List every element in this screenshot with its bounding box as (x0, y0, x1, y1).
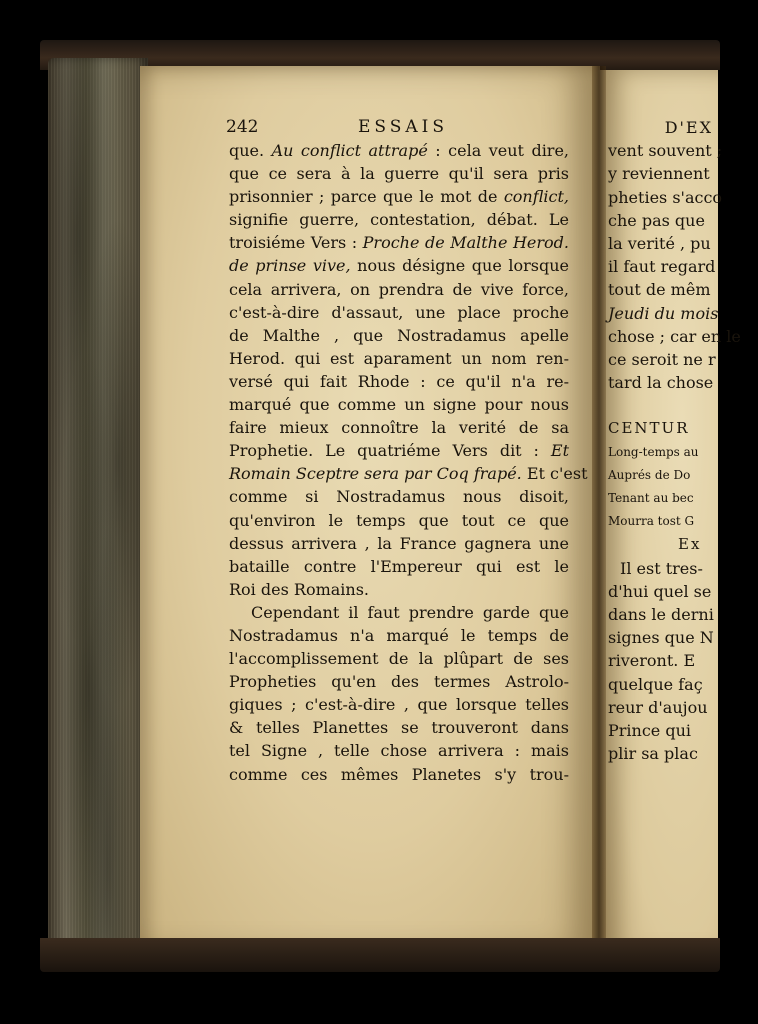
text-segment: & telles Planettes se trouveront dans (229, 718, 569, 738)
text-line: signes que N (608, 628, 714, 648)
text-line: Il est tres- (620, 558, 703, 578)
text-line: Long-temps au (608, 444, 699, 459)
text-line (229, 485, 569, 508)
text-line (229, 162, 569, 185)
text-segment: Propheties qu'en des termes Astrolo- (229, 672, 569, 692)
text-line (229, 278, 569, 301)
text-line (229, 601, 569, 624)
text-segment: c'est-à-dire d'assaut, une place proche (229, 302, 569, 322)
text-line (608, 394, 758, 417)
text-line: Auprés de Do (608, 467, 691, 482)
text-line: ce seroit ne r (608, 349, 716, 369)
text-segment: giques ; c'est-à-dire , que lorsque telles (229, 695, 569, 715)
text-segment: comme si Nostradamus nous disoit, (229, 487, 569, 507)
text-line (229, 578, 569, 601)
text-line (229, 301, 569, 324)
text-line: quelque faç (608, 674, 703, 694)
right-running-head: D'EX (664, 118, 713, 137)
italic-phrase: Au conflict attrapé (271, 141, 428, 160)
text-segment: marqué que comme un signe pour nous (229, 395, 569, 415)
text-line (229, 370, 569, 393)
text-line: che pas que (608, 210, 705, 230)
text-line: Tenant au bec (608, 491, 694, 505)
text-segment: dessus arrivera , la France gagnera une (229, 533, 569, 553)
text-line: vent souvent ; (608, 141, 723, 161)
text-line (229, 324, 569, 347)
text-line (229, 254, 569, 277)
text-line: reur d'aujou (608, 697, 708, 717)
text-line (229, 647, 569, 670)
text-line (229, 509, 569, 532)
text-line (229, 185, 569, 208)
book-gutter (592, 66, 606, 956)
text-segment: Prophetie. Le quatriéme Vers dit : (229, 441, 551, 461)
right-page-body (608, 116, 758, 765)
text-segment: Nostradamus n'a marqué le temps de (229, 625, 569, 645)
page-block-edge (48, 58, 148, 958)
text-segment: troisiéme Vers : (229, 233, 363, 253)
text-segment: Herod. qui est aparament un nom ren- (229, 348, 569, 368)
italic-phrase: Romain Sceptre sera par Coq frapé. (229, 464, 522, 484)
text-line: il faut regard (608, 257, 716, 277)
text-segment: comme ces mêmes Planetes s'y trou- (229, 764, 569, 784)
text-segment: versé qui fait Rhode : ce qu'il n'a re- (229, 371, 569, 391)
text-segment: faire mieux connoître la verité de sa (229, 418, 569, 438)
left-page-header (226, 117, 571, 139)
text-line (229, 716, 569, 739)
italic-phrase: Proche de Malthe Herod. (362, 233, 570, 253)
text-line (229, 208, 569, 231)
text-line (229, 462, 588, 485)
text-segment: tel Signe , telle chose arrivera : mais (229, 741, 569, 761)
text-segment: l'accomplissement de la plûpart de ses (229, 649, 569, 669)
text-line: pheties s'acco (608, 187, 723, 207)
text-segment: Cependant il faut prendre garde que (251, 602, 569, 622)
text-line (229, 693, 569, 716)
text-line: y reviennent (608, 164, 710, 184)
text-segment: qu'environ le temps que tout ce que (229, 510, 569, 530)
text-line (229, 739, 569, 762)
text-line: tard la chose (608, 373, 714, 393)
text-segment: signifie guerre, contestation, débat. Le (229, 210, 569, 230)
italic-phrase: de prinse vive, (229, 256, 351, 276)
text-segment: nous désigne que lorsque (350, 256, 570, 276)
text-segment: de Malthe , que Nostradamus apelle (229, 325, 569, 345)
text-line: chose ; car en le (608, 326, 741, 346)
text-line: Ex (678, 535, 702, 554)
text-segment: Et c'est (521, 464, 588, 484)
text-line: plir sa plac (608, 744, 698, 764)
text-line: tout de mêm (608, 280, 711, 300)
book-cover-bottom (40, 938, 720, 972)
text-segment: que ce sera à la guerre qu'il sera pris (229, 164, 569, 184)
text-line: Mourra tost G (608, 514, 695, 529)
text-line (229, 393, 569, 416)
italic-phrase: conflict, (503, 187, 569, 207)
text-segment: cela arrivera, on prendra de vive force, (229, 279, 569, 299)
text-line (229, 624, 569, 647)
text-line: CENTUR (608, 419, 690, 438)
text-line (229, 231, 569, 254)
text-line: dans le derni (608, 604, 714, 624)
text-line (229, 416, 569, 439)
text-line: riveront. E (608, 651, 696, 671)
text-line (229, 555, 569, 578)
text-line (229, 763, 569, 786)
page-number: 242 (226, 117, 259, 137)
text-line: Prince qui (608, 720, 692, 740)
text-segment: Roi des Romains. (229, 579, 369, 599)
text-line (229, 139, 569, 162)
running-head: ESSAIS (358, 117, 449, 137)
text-segment: prisonnier ; parce que le mot de (229, 187, 504, 207)
text-line: Jeudi du mois (608, 303, 719, 323)
text-segment: que. (229, 141, 272, 160)
italic-phrase: Et (550, 441, 569, 461)
text-segment: bataille contre l'Empereur qui est le (229, 556, 569, 576)
text-segment: : cela veut dire, (427, 141, 570, 160)
text-line: d'hui quel se (608, 581, 712, 601)
text-line (229, 670, 569, 693)
text-line (229, 347, 569, 370)
text-line: la verité , pu (608, 233, 711, 253)
left-page-body (229, 139, 588, 786)
text-line (229, 532, 569, 555)
text-line (229, 439, 569, 462)
